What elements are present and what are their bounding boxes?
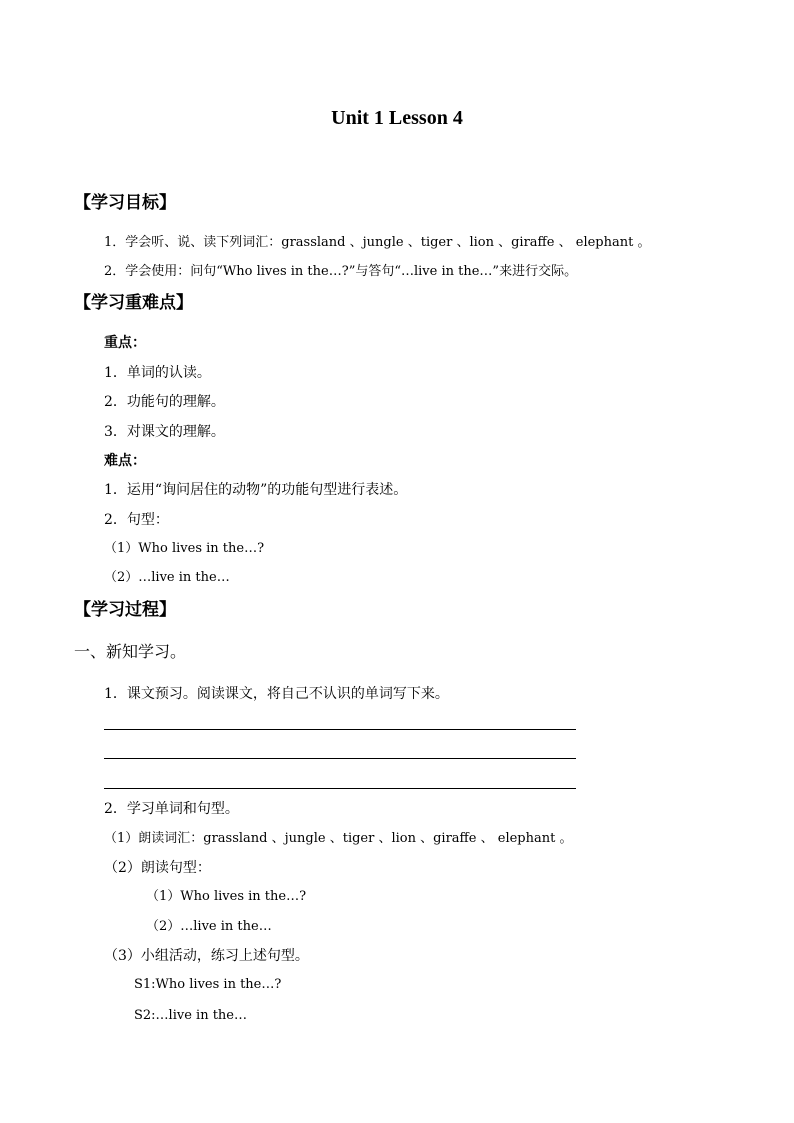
difficult-item: 2．句型： bbox=[104, 512, 169, 528]
step-item: 2．学习单词和句型。 bbox=[104, 801, 239, 817]
difficult-item: （1）Who lives in the…? bbox=[104, 541, 265, 556]
goals-heading: 【学习目标】 bbox=[74, 193, 176, 213]
step-item: 1．课文预习。阅读课文，将自己不认识的单词写下来。 bbox=[104, 686, 449, 702]
key-item: 2．功能句的理解。 bbox=[104, 394, 225, 410]
difficult-label: 难点： bbox=[104, 453, 146, 469]
sub-step: （1）朗读词汇：grassland 、jungle 、tiger 、lion 、giraffe 、 elephant 。 bbox=[104, 831, 573, 846]
section-title: 一、新知学习。 bbox=[74, 642, 187, 661]
goal-item: 2．学会使用：问句“Who lives in the…?”与答句“…live in the…”来进行交际。 bbox=[104, 264, 578, 279]
dialogue-line: S2:…live in the… bbox=[134, 1008, 247, 1023]
answer-line bbox=[104, 788, 576, 789]
goal-item: 1．学会听、说、读下列词汇：grassland 、jungle 、tiger 、lion 、giraffe 、 elephant 。 bbox=[104, 235, 651, 250]
answer-line bbox=[104, 729, 576, 730]
process-heading: 【学习过程】 bbox=[74, 600, 176, 620]
page-title: Unit 1 Lesson 4 bbox=[331, 107, 463, 129]
difficult-item: 1．运用“询问居住的动物”的功能句型进行表述。 bbox=[104, 482, 408, 498]
sub-step: （2）朗读句型： bbox=[104, 860, 211, 876]
pattern-item: （1）Who lives in the…? bbox=[146, 889, 307, 904]
dialogue-line: S1:Who lives in the…? bbox=[134, 977, 282, 992]
difficult-item: （2）…live in the… bbox=[104, 570, 230, 585]
pattern-item: （2）…live in the… bbox=[146, 919, 272, 934]
key-label: 重点： bbox=[104, 335, 146, 351]
key-item: 1．单词的认读。 bbox=[104, 365, 211, 381]
key-item: 3．对课文的理解。 bbox=[104, 424, 225, 440]
answer-line bbox=[104, 758, 576, 759]
keypoints-heading: 【学习重难点】 bbox=[74, 293, 193, 313]
sub-step: （3）小组活动，练习上述句型。 bbox=[104, 948, 309, 964]
